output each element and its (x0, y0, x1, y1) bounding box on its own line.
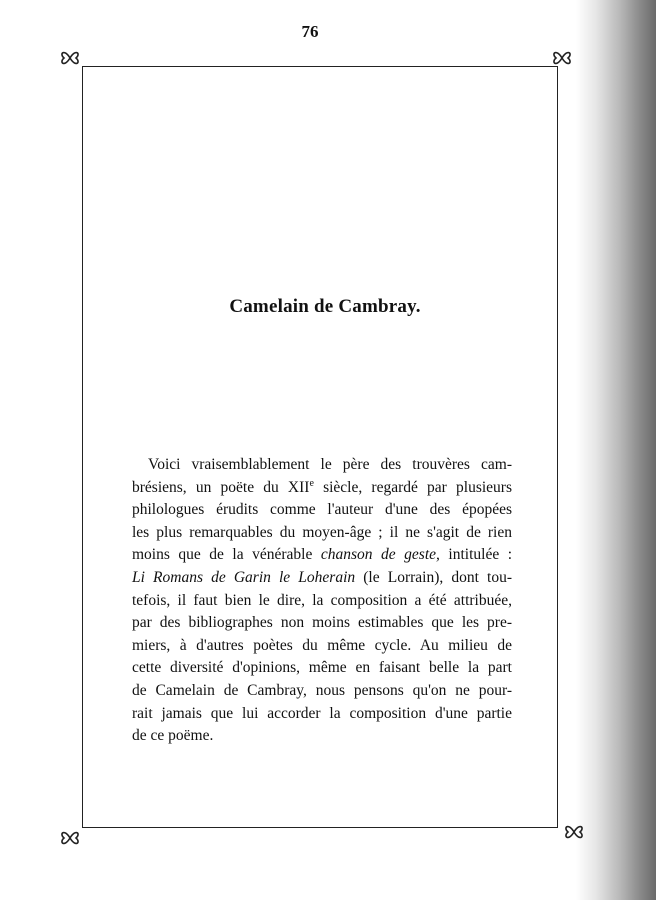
text-line: de ce poëme. (132, 727, 214, 745)
text-line: Li Romans de Garin le Loherain (le Lorrain), dont tou- (132, 568, 512, 586)
fleuron-icon (550, 46, 574, 70)
text-line: brésiens, un poëte du XIIe siècle, regardé par plusieurs (132, 477, 512, 496)
text-line: les plus remarquables du moyen-âge ; il ne s'agit de rien (132, 523, 512, 541)
text-line: miers, à d'autres poètes du même cycle. Au milieu de (132, 636, 512, 654)
page-edge-shadow (576, 0, 656, 900)
text-line: philologues érudits comme l'auteur d'une des épopées (132, 501, 512, 519)
text-line: cette diversité d'opinions, même en faisant belle la part (132, 659, 512, 677)
text-line: moins que de la vénérable chanson de geste, intitulée : (132, 546, 513, 564)
fleuron-icon (562, 820, 586, 844)
body-paragraph (132, 454, 512, 748)
text-line: tefois, il faut bien le dire, la composition a été attribuée, (132, 591, 512, 609)
text-line: par des bibliographes non moins estimables que les pre- (132, 614, 512, 632)
fleuron-icon (58, 826, 82, 850)
text-line: Voici vraisemblablement le père des trouvères cam- (148, 456, 512, 473)
text-line: rait jamais que lui accorder la composition d'une partie (132, 704, 512, 722)
text-line: de Camelain de Cambray, nous pensons qu'on ne pour- (132, 681, 512, 699)
page-number: 76 (301, 22, 319, 41)
fleuron-icon (58, 46, 82, 70)
chapter-title: Camelain de Cambray. (229, 296, 421, 317)
